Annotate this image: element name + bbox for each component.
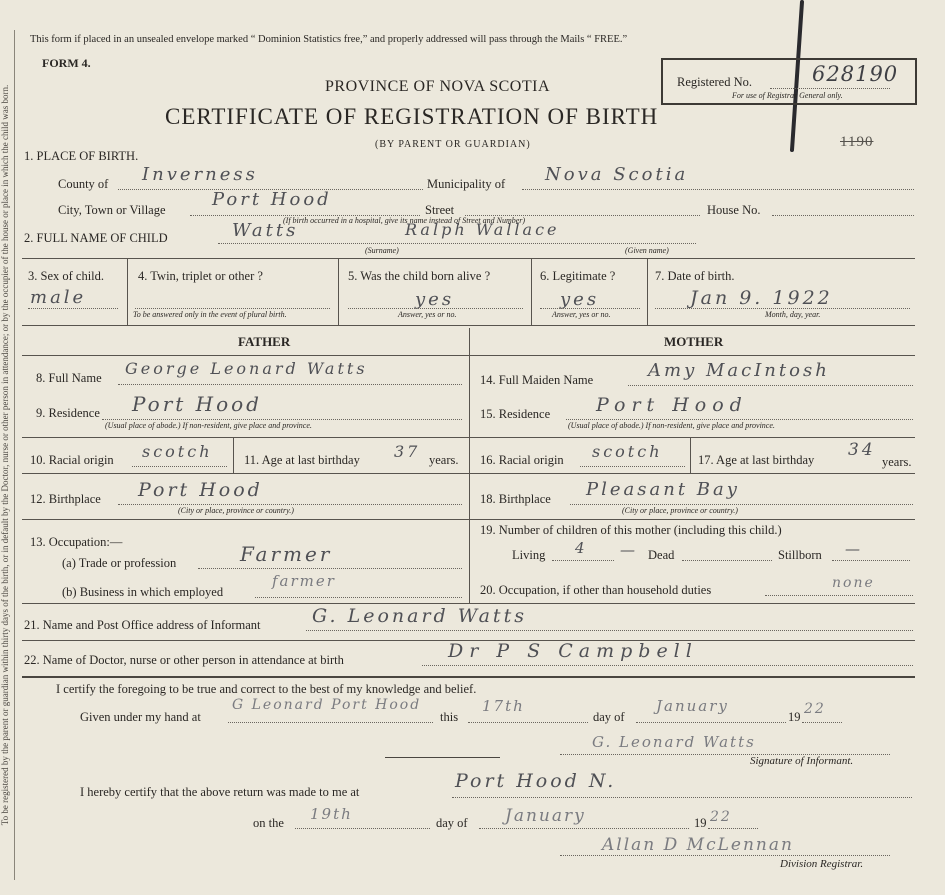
side-instruction-text: To be registered by the parent or guardian within thirty days of the birth, or in default by the Doctor, nurse or other person in attendance; or by the occupier of the house or place in which the child was born. bbox=[0, 84, 10, 826]
informant-line bbox=[306, 630, 913, 631]
father-racial-label: 10. Racial origin bbox=[30, 453, 114, 467]
alive-label: 5. Was the child born alive ? bbox=[348, 269, 491, 283]
child-name-label: 2. FULL NAME OF CHILD bbox=[24, 231, 168, 245]
father-name-label: 8. Full Name bbox=[36, 371, 102, 385]
mother-residence-line bbox=[566, 419, 913, 420]
father-occupation-label: 13. Occupation:— bbox=[30, 535, 123, 549]
top-notice: This form if placed in an unsealed envelope marked “ Dominion Statistics free,” and properly addressed will pass through the Mails “ FREE.” bbox=[30, 34, 628, 45]
day-line bbox=[468, 722, 588, 723]
certify-year-value: 22 bbox=[804, 701, 826, 717]
living-line bbox=[552, 560, 614, 561]
rule-father-12 bbox=[22, 473, 469, 474]
rule-row3-top bbox=[22, 258, 915, 259]
house-label: House No. bbox=[707, 203, 761, 217]
divider-4 bbox=[338, 258, 339, 325]
municipality-value: Nova Scotia bbox=[545, 164, 689, 185]
trade-line bbox=[198, 568, 462, 569]
child-given-value: Ralph Wallace bbox=[405, 220, 560, 239]
divider-5 bbox=[531, 258, 532, 325]
informant-value: G. Leonard Watts bbox=[312, 605, 527, 627]
county-label: County of bbox=[58, 177, 109, 191]
father-racial-line bbox=[132, 466, 227, 467]
given-label: Given under my hand at bbox=[80, 710, 201, 724]
city-label: City, Town or Village bbox=[58, 203, 166, 217]
form-number: FORM 4. bbox=[42, 56, 91, 70]
registrar-month-value: January bbox=[505, 806, 586, 826]
twin-line bbox=[135, 308, 330, 309]
certify-day-value: 17th bbox=[482, 697, 525, 715]
mother-birthplace-value: Pleasant Bay bbox=[586, 479, 740, 500]
mother-name-label: 14. Full Maiden Name bbox=[480, 373, 594, 387]
dob-line bbox=[655, 308, 910, 309]
father-age-value: 37 bbox=[394, 442, 421, 461]
business-line bbox=[255, 597, 462, 598]
mother-birthplace-note: (City or place, province or country.) bbox=[622, 506, 738, 515]
father-residence-line bbox=[102, 419, 462, 420]
stillborn-value: — bbox=[845, 540, 863, 558]
rule-father-10 bbox=[22, 437, 469, 438]
mother-racial-line bbox=[580, 466, 685, 467]
month-line bbox=[636, 722, 786, 723]
doctor-line bbox=[422, 665, 913, 666]
parents-center-divider bbox=[469, 328, 470, 603]
legit-note: Answer, yes or no. bbox=[552, 310, 611, 319]
trade-value: Farmer bbox=[240, 542, 333, 566]
dead-label: Dead bbox=[648, 548, 675, 562]
father-birthplace-value: Port Hood bbox=[138, 479, 263, 501]
alive-value: yes bbox=[415, 289, 455, 310]
dead-value: — bbox=[620, 541, 638, 559]
divider-6 bbox=[647, 258, 648, 325]
on-label: on the bbox=[253, 816, 284, 830]
mother-years-label: years. bbox=[882, 455, 912, 469]
father-racial-value: scotch bbox=[142, 442, 213, 461]
municipality-line bbox=[522, 189, 914, 190]
registrar-year-value: 22 bbox=[710, 809, 732, 825]
living-label: Living bbox=[512, 548, 546, 562]
child-surname-value: Watts bbox=[232, 220, 299, 241]
mother-age-value: 34 bbox=[848, 440, 876, 460]
place-heading: 1. PLACE OF BIRTH. bbox=[24, 149, 139, 163]
hospital-note: (If birth occurred in a hospital, give its name instead of Street and Number) bbox=[283, 216, 526, 225]
municipality-label: Municipality of bbox=[427, 177, 506, 191]
father-name-line bbox=[118, 384, 462, 385]
dob-label: 7. Date of birth. bbox=[655, 269, 735, 283]
given-line bbox=[228, 722, 433, 723]
signature-informant-label: Signature of Informant. bbox=[750, 755, 854, 767]
twin-label: 4. Twin, triplet or other ? bbox=[138, 269, 263, 283]
struck-number: 1190 bbox=[840, 134, 874, 150]
sex-value: male bbox=[30, 287, 87, 308]
rule-father-13 bbox=[22, 519, 469, 520]
province-heading: PROVINCE OF NOVA SCOTIA bbox=[325, 78, 551, 95]
business-label: (b) Business in which employed bbox=[62, 585, 224, 599]
mother-name-line bbox=[628, 385, 913, 386]
mother-birthplace-line bbox=[570, 504, 913, 505]
page-subtitle: (BY PARENT OR GUARDIAN) bbox=[375, 139, 531, 150]
mother-occupation-value: none bbox=[832, 575, 875, 591]
father-years-label: years. bbox=[429, 453, 459, 467]
registered-number: 628190 bbox=[812, 62, 899, 86]
informant-signature: G. Leonard Watts bbox=[592, 733, 756, 751]
legit-label: 6. Legitimate ? bbox=[540, 269, 616, 283]
divider-mother-age bbox=[690, 437, 691, 473]
registrar-place-value: Port Hood N. bbox=[455, 770, 617, 792]
mother-age-label: 17. Age at last birthday bbox=[698, 453, 815, 467]
registrar-text: I hereby certify that the above return was made to me at bbox=[80, 785, 360, 799]
registered-note: For use of Registrar General only. bbox=[732, 91, 843, 100]
registrar-year-prefix: 19 bbox=[694, 816, 707, 830]
father-birthplace-label: 12. Birthplace bbox=[30, 492, 101, 506]
day-of-label: day of bbox=[593, 710, 625, 724]
certify-text: I certify the foregoing to be true and correct to the best of my knowledge and belief. bbox=[56, 682, 477, 696]
registered-line bbox=[770, 88, 890, 89]
registrar-year-line bbox=[708, 828, 758, 829]
mother-heading: MOTHER bbox=[664, 334, 724, 349]
rule-certify bbox=[22, 676, 915, 678]
father-residence-value: Port Hood bbox=[132, 392, 262, 416]
rule-21 bbox=[22, 603, 915, 604]
living-value: 4 bbox=[575, 539, 588, 557]
informant-label: 21. Name and Post Office address of Informant bbox=[24, 618, 261, 632]
child-name-line bbox=[218, 243, 696, 244]
dead-line bbox=[682, 560, 772, 561]
surname-note: (Surname) bbox=[365, 246, 399, 255]
trade-label: (a) Trade or profession bbox=[62, 556, 177, 570]
registrar-place-line bbox=[452, 797, 912, 798]
stillborn-label: Stillborn bbox=[778, 548, 822, 562]
registrar-signature: Allan D McLennan bbox=[602, 835, 794, 855]
father-birthplace-line bbox=[118, 504, 462, 505]
mother-occupation-line bbox=[765, 595, 913, 596]
father-age-label: 11. Age at last birthday bbox=[244, 453, 360, 467]
business-value: farmer bbox=[272, 572, 336, 590]
street-label: Street bbox=[425, 203, 455, 217]
house-line bbox=[772, 215, 914, 216]
stillborn-line bbox=[832, 560, 910, 561]
certify-month-value: January bbox=[656, 697, 729, 715]
divider-father-age bbox=[233, 437, 234, 473]
rule-mother-16 bbox=[469, 437, 915, 438]
father-name-value: George Leonard Watts bbox=[125, 359, 368, 378]
father-residence-note: (Usual place of abode.) If non-resident, give place and province. bbox=[105, 421, 312, 430]
year-prefix: 19 bbox=[788, 710, 801, 724]
page-title: CERTIFICATE OF REGISTRATION OF BIRTH bbox=[165, 104, 659, 129]
alive-note: Answer, yes or no. bbox=[398, 310, 457, 319]
rule-row3-bottom bbox=[22, 325, 915, 326]
doctor-value: Dr P S Campbell bbox=[448, 640, 698, 662]
mother-name-value: Amy MacIntosh bbox=[648, 360, 830, 381]
mother-birthplace-label: 18. Birthplace bbox=[480, 492, 551, 506]
registered-label: Registered No. bbox=[677, 75, 752, 89]
children-label: 19. Number of children of this mother (including this child.) bbox=[480, 523, 782, 537]
dob-value: Jan 9. 1922 bbox=[690, 287, 833, 309]
alive-line bbox=[348, 308, 523, 309]
rule-mother-18 bbox=[469, 473, 915, 474]
separator-rule bbox=[385, 757, 500, 758]
rule-mother-19 bbox=[469, 519, 915, 520]
sex-label: 3. Sex of child. bbox=[28, 269, 105, 283]
binding-line bbox=[14, 30, 15, 880]
twin-note: To be answered only in the event of plural birth. bbox=[133, 310, 287, 319]
divider-3 bbox=[127, 258, 128, 325]
father-heading: FATHER bbox=[238, 334, 291, 349]
doctor-label: 22. Name of Doctor, nurse or other person in attendance at birth bbox=[24, 653, 344, 667]
father-residence-label: 9. Residence bbox=[36, 406, 100, 420]
county-value: Inverness bbox=[142, 164, 258, 185]
legit-value: yes bbox=[560, 289, 600, 310]
mother-racial-value: scotch bbox=[592, 442, 663, 461]
registrar-month-line bbox=[479, 828, 689, 829]
city-value: Port Hood bbox=[212, 189, 332, 210]
father-birthplace-note: (City or place, province or country.) bbox=[178, 506, 294, 515]
given-place-value: G Leonard Port Hood bbox=[232, 697, 422, 713]
registrar-signature-line bbox=[560, 855, 890, 856]
mother-racial-label: 16. Racial origin bbox=[480, 453, 564, 467]
mother-residence-label: 15. Residence bbox=[480, 407, 551, 421]
this-label: this bbox=[440, 710, 459, 724]
side-instruction bbox=[0, 40, 12, 870]
given-note: (Given name) bbox=[625, 246, 669, 255]
division-registrar-label: Division Registrar. bbox=[780, 858, 864, 870]
registrar-day-line bbox=[295, 828, 430, 829]
year-line bbox=[802, 722, 842, 723]
registrar-day-value: 19th bbox=[310, 805, 353, 823]
legit-line bbox=[540, 308, 640, 309]
registrar-day-of-label: day of bbox=[436, 816, 468, 830]
sex-line bbox=[28, 308, 118, 309]
mother-residence-value: Port Hood bbox=[596, 394, 748, 416]
mother-residence-note: (Usual place of abode.) If non-resident, give place and province. bbox=[568, 421, 775, 430]
mother-occupation-label: 20. Occupation, if other than household duties bbox=[480, 583, 712, 597]
dob-note: Month, day, year. bbox=[765, 310, 821, 319]
